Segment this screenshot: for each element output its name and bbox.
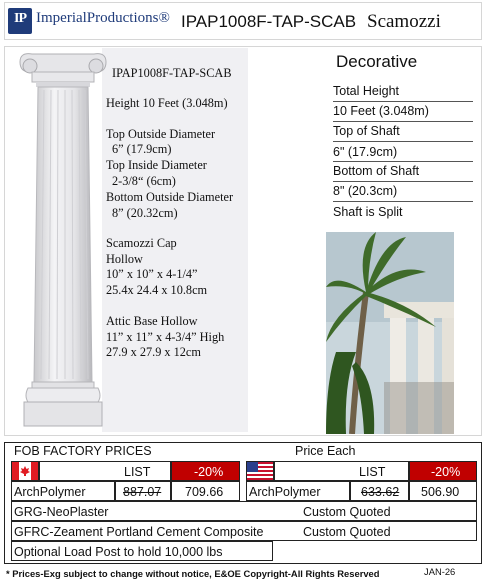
price-each-label: Price Each	[295, 444, 356, 458]
canada-flag-icon	[12, 462, 38, 480]
footer-date: JAN-26	[424, 566, 456, 577]
canada-discount-badge	[171, 461, 240, 481]
spec-base-name: Attic Base Hollow	[106, 314, 198, 328]
divider	[333, 141, 473, 142]
spec-base-dims-cm: 27.9 x 27.9 x 12cm	[106, 345, 201, 359]
list-label: LIST	[124, 465, 151, 479]
spec-cap-type: Hollow	[106, 252, 143, 266]
canada-net-price-cell	[171, 481, 240, 501]
discount-label: -20%	[194, 465, 224, 479]
divider	[333, 161, 473, 162]
brand-name: ImperialProductions®	[36, 10, 170, 26]
spec-cap-dims-cm: 25.4x 24.4 x 10.8cm	[106, 283, 208, 297]
grg-label: GRG-NeoPlaster	[14, 505, 109, 519]
canada-flag-cell	[11, 461, 39, 481]
grg-row	[11, 501, 477, 521]
product-sku: IPAP1008F-TAP-SCAB	[181, 12, 357, 31]
gfrc-row	[11, 521, 477, 541]
canada-list-header	[39, 461, 171, 481]
grg-price: Custom Quoted	[303, 505, 391, 519]
split-note: Shaft is Split	[333, 205, 403, 219]
installation-photo	[326, 232, 454, 434]
gfrc-label: GFRC-Zeament Portland Cement Composite	[14, 525, 264, 539]
divider	[333, 181, 473, 182]
column-illustration	[18, 52, 108, 428]
spec-bottom-outside-value: 8” (20.32cm)	[112, 206, 178, 220]
spec-height: Height 10 Feet (3.048m)	[106, 96, 228, 110]
pricing-header-row	[4, 442, 482, 461]
usa-flag-cell	[246, 461, 274, 481]
usa-discount-badge	[409, 461, 477, 481]
list-label: LIST	[359, 465, 386, 479]
category-label: Decorative	[336, 52, 418, 71]
list-price: 633.62	[361, 485, 400, 499]
pricing-title: FOB FACTORY PRICES	[14, 444, 152, 458]
total-height-value: 10 Feet (3.048m)	[333, 104, 429, 118]
bottom-shaft-label: Bottom of Shaft	[333, 164, 420, 178]
usa-list-price-cell	[350, 481, 409, 501]
spec-sku: IPAP1008F-TAP-SCAB	[112, 66, 232, 80]
footer-note: * Prices-Exg subject to change without notice, E&OE Copyright-All Rights Reserved	[6, 568, 380, 579]
material-name: ArchPolymer	[249, 485, 321, 499]
spec-base-dims-in: 11” x 11” x 4-3/4” High	[106, 330, 225, 344]
header-bar	[4, 2, 482, 40]
spec-cap-name: Scamozzi Cap	[106, 236, 177, 250]
usa-list-header	[274, 461, 409, 481]
usa-material-cell	[246, 481, 350, 501]
discount-label: -20%	[431, 465, 461, 479]
divider	[333, 201, 473, 202]
gfrc-price: Custom Quoted	[303, 525, 391, 539]
usa-net-price-cell	[409, 481, 477, 501]
canada-list-price-cell	[115, 481, 171, 501]
load-post-row	[11, 541, 273, 561]
top-shaft-value: 6" (17.9cm)	[333, 145, 398, 159]
spec-bottom-outside-label: Bottom Outside Diameter	[106, 190, 234, 204]
brand-logo	[8, 8, 32, 34]
material-name: ArchPolymer	[14, 485, 86, 499]
spec-top-inside-value: 2-3/8“ (6cm)	[112, 174, 176, 188]
usa-flag-icon	[247, 462, 273, 480]
total-height-label: Total Height	[333, 84, 400, 98]
spec-top-outside-label: Top Outside Diameter	[106, 127, 216, 141]
bottom-shaft-value: 8" (20.3cm)	[333, 184, 398, 198]
divider	[333, 121, 473, 122]
divider	[333, 101, 473, 102]
top-shaft-label: Top of Shaft	[333, 124, 400, 138]
load-post-label: Optional Load Post to hold 10,000 lbs	[14, 545, 223, 559]
spec-cap-dims-in: 10” x 10” x 4-1/4”	[106, 267, 198, 281]
pricing-table	[4, 442, 482, 564]
list-price: 887.07	[123, 485, 162, 499]
product-style: Scamozzi	[367, 11, 441, 32]
spec-top-inside-label: Top Inside Diameter	[106, 158, 207, 172]
logo-initials: IP	[14, 11, 26, 26]
net-price: 709.66	[185, 485, 224, 499]
net-price: 506.90	[421, 485, 460, 499]
spec-top-outside-value: 6” (17.9cm)	[112, 142, 172, 156]
canada-material-cell	[11, 481, 115, 501]
